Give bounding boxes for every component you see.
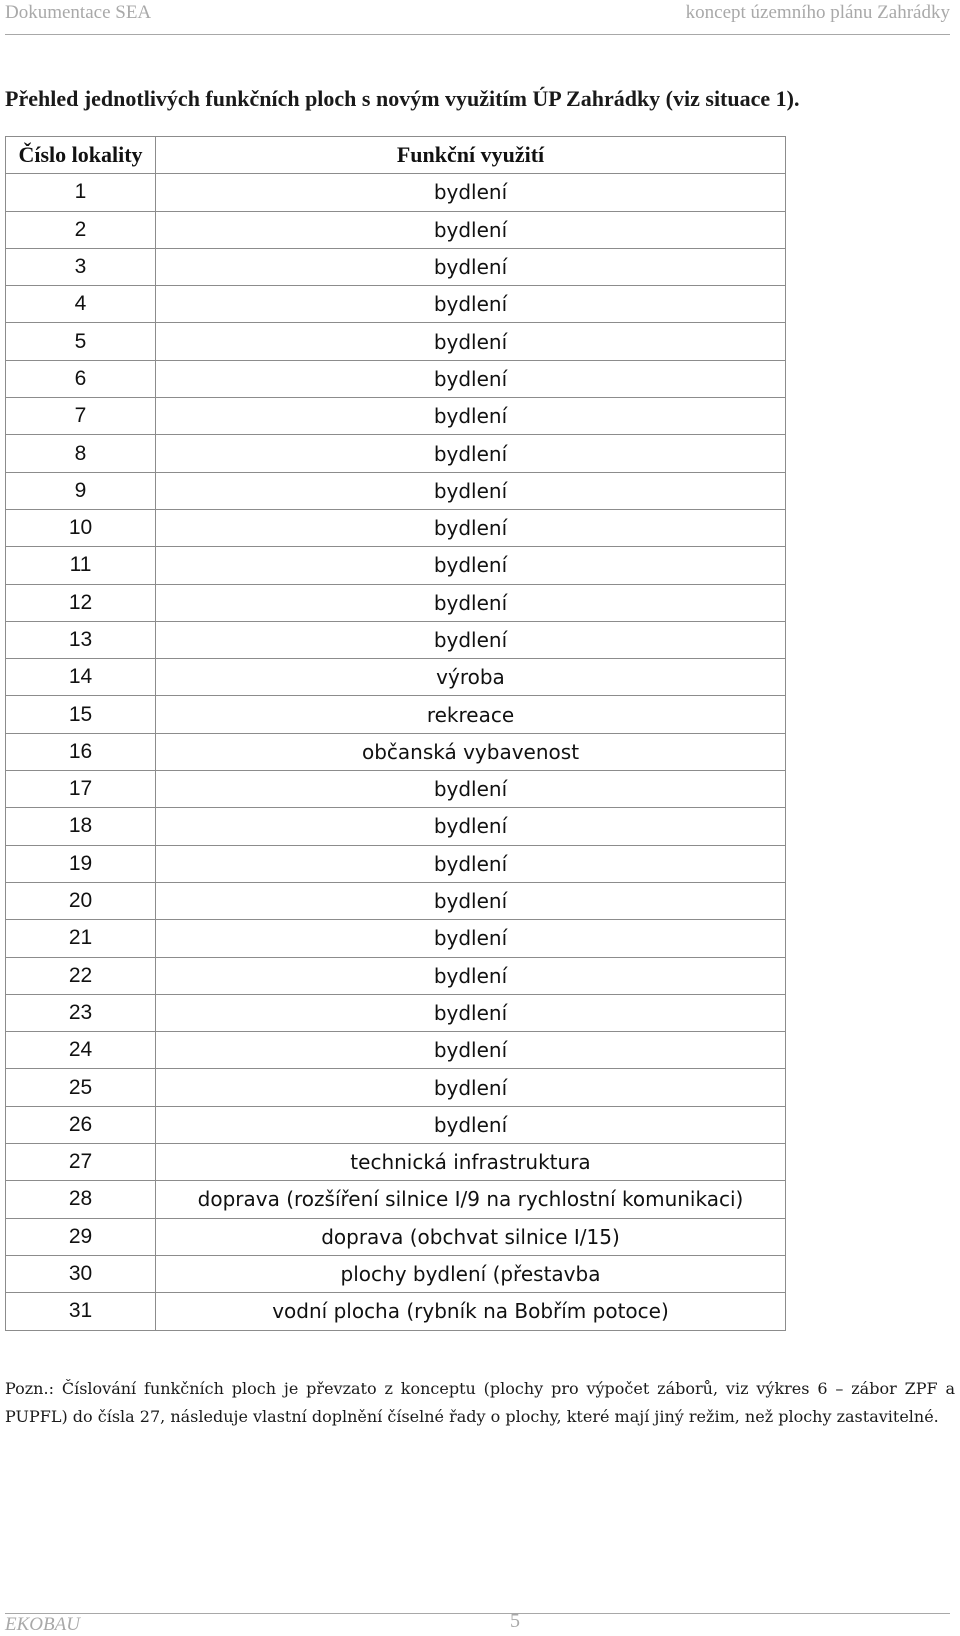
functional-use-cell: bydlení [156, 286, 786, 323]
locality-number-cell: 14 [6, 659, 156, 696]
locality-number-cell: 26 [6, 1106, 156, 1143]
table-row [6, 920, 786, 957]
functional-use-cell: bydlení [156, 1106, 786, 1143]
locality-number-cell: 16 [6, 733, 156, 770]
table-row [6, 1106, 786, 1143]
locality-number-cell: 22 [6, 957, 156, 994]
functional-use-cell: bydlení [156, 509, 786, 546]
functional-use-cell: bydlení [156, 547, 786, 584]
functional-use-cell: bydlení [156, 323, 786, 360]
functional-use-cell: vodní plocha (rybník na Bobřím potoce) [156, 1293, 786, 1330]
functional-use-cell: rekreace [156, 696, 786, 733]
table-intro-heading: Přehled jednotlivých funkčních ploch s novým využitím ÚP Zahrádky (viz situace 1). [5, 86, 800, 111]
table-row [6, 733, 786, 770]
functional-use-cell: bydlení [156, 808, 786, 845]
table-row [6, 248, 786, 285]
column-header-locality-number: Číslo lokality [6, 137, 156, 174]
locality-number-cell: 31 [6, 1293, 156, 1330]
table-row [6, 1144, 786, 1181]
locality-number-cell: 29 [6, 1218, 156, 1255]
functional-use-cell: bydlení [156, 584, 786, 621]
page-footer [5, 1610, 950, 1635]
header-project-title: koncept územního plánu Zahrádky [685, 2, 950, 23]
table-row [6, 882, 786, 919]
footer-company: EKOBAU [5, 1614, 80, 1635]
locality-number-cell: 9 [6, 472, 156, 509]
table-row [6, 398, 786, 435]
column-header-functional-use: Funkční využití [156, 137, 786, 174]
locality-number-cell: 12 [6, 584, 156, 621]
functional-use-cell: bydlení [156, 398, 786, 435]
table-row [6, 1255, 786, 1292]
locality-number-cell: 5 [6, 323, 156, 360]
table-row [6, 1181, 786, 1218]
table-row [6, 472, 786, 509]
table-row [6, 360, 786, 397]
functional-use-cell: bydlení [156, 1032, 786, 1069]
functional-use-cell: výroba [156, 659, 786, 696]
locality-number-cell: 27 [6, 1144, 156, 1181]
table-row [6, 621, 786, 658]
table-row [6, 808, 786, 845]
locality-number-cell: 21 [6, 920, 156, 957]
locality-number-cell: 23 [6, 994, 156, 1031]
locality-number-cell: 24 [6, 1032, 156, 1069]
locality-number-cell: 2 [6, 211, 156, 248]
table-row [6, 994, 786, 1031]
locality-number-cell: 8 [6, 435, 156, 472]
table-row [6, 659, 786, 696]
locality-number-cell: 13 [6, 621, 156, 658]
locality-number-cell: 20 [6, 882, 156, 919]
functional-use-cell: bydlení [156, 771, 786, 808]
locality-number-cell: 19 [6, 845, 156, 882]
locality-number-cell: 17 [6, 771, 156, 808]
locality-number-cell: 11 [6, 547, 156, 584]
table-row [6, 696, 786, 733]
locality-number-cell: 10 [6, 509, 156, 546]
table-row [6, 211, 786, 248]
functional-use-cell: technická infrastruktura [156, 1144, 786, 1181]
locality-number-cell: 30 [6, 1255, 156, 1292]
functional-use-cell: bydlení [156, 920, 786, 957]
table-row [6, 435, 786, 472]
functional-use-cell: bydlení [156, 211, 786, 248]
functional-use-cell: bydlení [156, 360, 786, 397]
functional-use-cell: bydlení [156, 248, 786, 285]
functional-use-cell: doprava (rozšíření silnice I/9 na rychlostní komunikaci) [156, 1181, 786, 1218]
functional-use-cell: bydlení [156, 882, 786, 919]
locality-number-cell: 15 [6, 696, 156, 733]
locality-number-cell: 28 [6, 1181, 156, 1218]
table-header-row [6, 137, 786, 174]
table-row [6, 1032, 786, 1069]
table-row [6, 547, 786, 584]
page-header [5, 0, 950, 35]
functional-use-cell: bydlení [156, 435, 786, 472]
functional-use-cell: bydlení [156, 845, 786, 882]
table-row [6, 1218, 786, 1255]
locality-number-cell: 3 [6, 248, 156, 285]
table-row [6, 286, 786, 323]
functional-use-cell: občanská vybavenost [156, 733, 786, 770]
functional-use-cell: plochy bydlení (přestavba [156, 1255, 786, 1292]
functional-use-cell: bydlení [156, 957, 786, 994]
functional-use-cell: bydlení [156, 174, 786, 211]
table-row [6, 509, 786, 546]
functional-use-cell: bydlení [156, 994, 786, 1031]
locality-number-cell: 7 [6, 398, 156, 435]
table-row [6, 1069, 786, 1106]
table-row [6, 174, 786, 211]
locality-number-cell: 1 [6, 174, 156, 211]
table-row [6, 323, 786, 360]
table-row [6, 845, 786, 882]
functional-use-cell: doprava (obchvat silnice I/15) [156, 1218, 786, 1255]
page-number: 5 [510, 1610, 520, 1632]
locality-number-cell: 4 [6, 286, 156, 323]
footnote: Pozn.: Číslování funkčních ploch je převzato z konceptu (plochy pro výpočet záborů, viz výkres 6 – zábor ZPF a PUPFL) do čísla 27, následuje vlastní doplnění číselné řady o plochy, které mají jiný režim, než plochy zastavitelné. [5, 1379, 955, 1426]
table-row [6, 957, 786, 994]
functional-use-cell: bydlení [156, 472, 786, 509]
header-document-title: Dokumentace SEA [5, 2, 152, 23]
table-row [6, 771, 786, 808]
functional-use-cell: bydlení [156, 1069, 786, 1106]
table-row [6, 584, 786, 621]
functional-areas-table [5, 136, 786, 1331]
functional-use-cell: bydlení [156, 621, 786, 658]
locality-number-cell: 18 [6, 808, 156, 845]
table-row [6, 1293, 786, 1330]
locality-number-cell: 25 [6, 1069, 156, 1106]
locality-number-cell: 6 [6, 360, 156, 397]
